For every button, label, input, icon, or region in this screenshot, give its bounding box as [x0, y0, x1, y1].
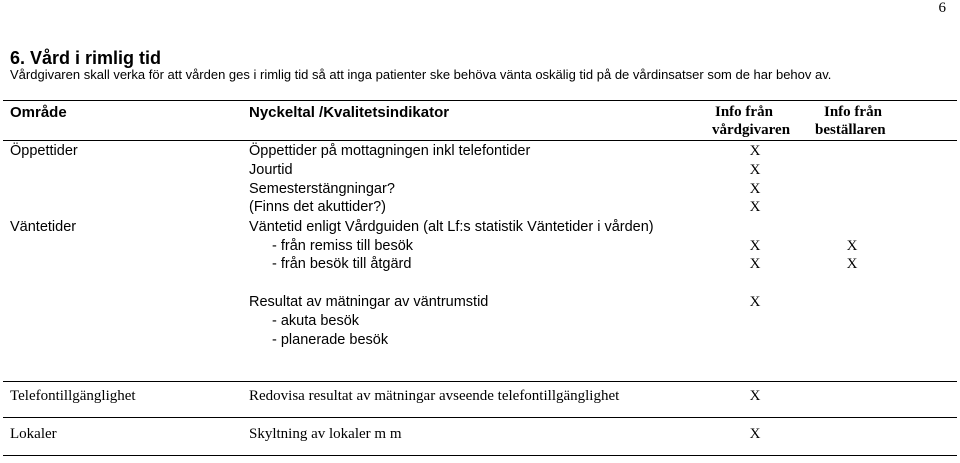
header-purchaser-line2: beställaren	[815, 122, 886, 138]
premises-indicator: Skyltning av lokaler m m	[249, 426, 402, 442]
waiting-purchaser-mark-2: X	[846, 256, 858, 272]
waiting-measure-mark: X	[749, 294, 761, 310]
opening-line-2: Jourtid	[249, 162, 293, 178]
opening-line-3: Semesterstängningar?	[249, 181, 395, 197]
header-purchaser-line1: Info från	[824, 104, 882, 120]
header-bottom-rule	[3, 140, 957, 141]
page-number: 6	[938, 0, 946, 16]
waiting-purchaser-mark-1: X	[846, 238, 858, 254]
row-rule-premises	[3, 417, 957, 418]
waiting-provider-mark-1: X	[749, 238, 761, 254]
opening-line-1: Öppettider på mottagningen inkl telefontider	[249, 143, 531, 159]
header-provider-line2: vårdgivaren	[712, 122, 791, 138]
opening-line-4: (Finns det akuttider?)	[249, 199, 387, 215]
table-top-rule	[3, 100, 957, 101]
waiting-line-2: - från remiss till besök	[272, 238, 414, 254]
premises-provider-mark: X	[749, 426, 761, 442]
waiting-measure-line-2: - akuta besök	[272, 313, 360, 329]
opening-provider-mark-1: X	[749, 143, 761, 159]
waiting-line-1: Väntetid enligt Vårdguiden (alt Lf:s statistik Väntetider i vården)	[249, 219, 654, 235]
row-rule-phone	[3, 381, 957, 382]
opening-provider-mark-3: X	[749, 181, 761, 197]
waiting-area: Väntetider	[10, 219, 77, 235]
phone-indicator: Redovisa resultat av mätningar avseende telefontillgänglighet	[249, 388, 620, 404]
phone-area: Telefontillgänglighet	[10, 388, 136, 404]
header-provider-line1: Info från	[715, 104, 773, 120]
waiting-measure-line-3: - planerade besök	[272, 332, 389, 348]
phone-provider-mark: X	[749, 388, 761, 404]
waiting-provider-mark-2: X	[749, 256, 761, 272]
table-bottom-rule	[3, 455, 957, 456]
opening-provider-mark-4: X	[749, 199, 761, 215]
waiting-line-3: - från besök till åtgärd	[272, 256, 412, 272]
header-indicator: Nyckeltal /Kvalitetsindikator	[249, 104, 450, 121]
section-intro: Vårdgivaren skall verka för att vården ges i rimlig tid så att inga patienter ske behöva vänta oskälig tid på de vårdinsatser som de har behov av.	[10, 67, 832, 82]
section-heading: 6. Vård i rimlig tid	[10, 48, 162, 68]
premises-area: Lokaler	[10, 426, 57, 442]
opening-area: Öppettider	[10, 143, 78, 159]
opening-provider-mark-2: X	[749, 162, 761, 178]
waiting-measure-line-1: Resultat av mätningar av väntrumstid	[249, 294, 489, 310]
header-area: Område	[10, 104, 67, 121]
